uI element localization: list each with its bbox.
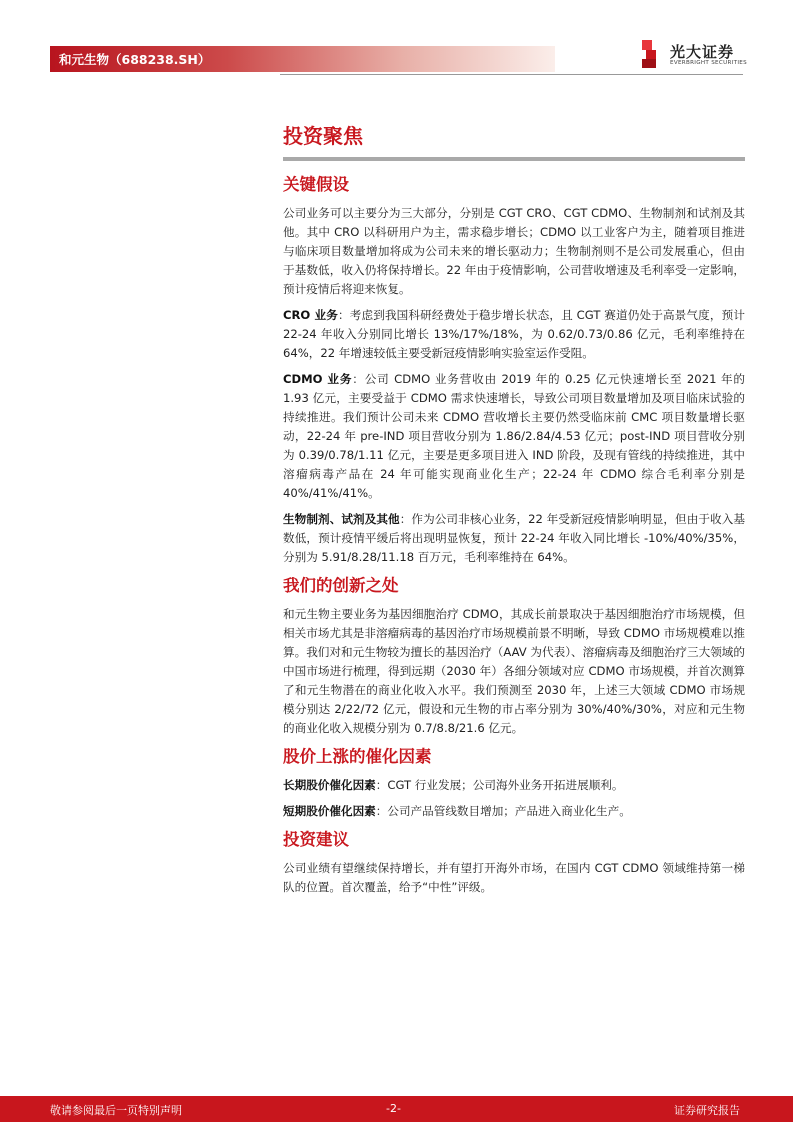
assumptions-cdmo [283, 370, 745, 503]
heading-catalysts: 股价上涨的催化因素 [283, 747, 432, 766]
header-divider [280, 74, 743, 75]
main-content [283, 122, 745, 904]
cro-label: CRO 业务 [283, 308, 338, 322]
catalyst-short-label: 短期股价催化因素 [283, 804, 376, 818]
catalyst-long-label: 长期股价催化因素 [283, 778, 376, 792]
catalyst-long-text: ：CGT 行业发展；公司海外业务开拓进展顺利。 [375, 778, 624, 792]
catalyst-short-text: ：公司产品管线数目增加；产品进入商业化生产。 [375, 804, 631, 818]
assumptions-cro [283, 306, 745, 363]
cdmo-text: ：公司 CDMO 业务营收由 2019 年的 0.25 亿元快速增长至 2021 年的 1.93 亿元，主要受益于 CDMO 需求快速增长，导致公司项目数量增加及项目临床试验的持续推进。我们预计公司未来 CDMO 营收增长主要仍然受临床前 CMC 项目数量增长驱动，22-24 年 pre-IND 项目营收分别为 1.86/2.84/4.53 亿元；post-IND 项目营收分别为 0.39/0.78/1.11 亿元，主要是更多项目进入 IND 阶段，及现有管线的持续推进，其中溶瘤病毒产品在 24 年可能实现商业化生产；22-24 年 CDMO 综合毛利率分别是 40%/41%/41%。 [283, 372, 746, 500]
logo-text-en: EVERBRIGHT SECURITIES [670, 60, 747, 66]
footer-report-type: 证券研究报告 [674, 1104, 740, 1117]
heading-investment-advice: 投资建议 [283, 830, 349, 849]
page-number: -2- [386, 1102, 401, 1115]
assumptions-bio [283, 510, 745, 567]
cro-text: ：考虑到我国科研经费处于稳步增长状态，且 CGT 赛道仍处于高景气度，预计 22-24 年收入分别同比增长 13%/17%/18%，为 0.62/0.73/0.86 亿元，毛利率维持在 64%，22 年增速较低主要受新冠疫情影响实验室运作受阻。 [283, 308, 745, 360]
assumptions-intro: 公司业务可以主要分为三大部分，分别是 CGT CRO、CGT CDMO、生物制剂和试剂及其他。其中 CRO 以科研用户为主，需求稳步增长；CDMO 以工业客户为主，随着项目推进与临床项目数量增加将成为公司未来的增长驱动力；生物制剂则不是公司发展重心，但由于基数低，收入仍将保持增长。22 年由于疫情影响，公司营收增速及毛利率受一定影响，预计疫情后将迎来恢复。 [283, 206, 745, 296]
header-company-bar [50, 46, 555, 72]
footer-bar [0, 1096, 793, 1122]
catalyst-short [283, 802, 745, 821]
advice-text: 公司业绩有望继续保持增长，并有望打开海外市场，在国内 CGT CDMO 领域维持第一梯队的位置。首次覆盖，给予“中性”评级。 [283, 861, 745, 894]
innovation-text: 和元生物主要业务为基因细胞治疗 CDMO，其成长前景取决于基因细胞治疗市场规模，但相关市场尤其是非溶瘤病毒的基因治疗市场规模前景不明晰，导致 CDMO 市场规模难以推算。我们对和元生物较为擅长的基因治疗（AAV 为代表）、溶瘤病毒及细胞治疗三大领域的中国市场进行梳理，得到远期（2030 年）各细分领域对应 CDMO 市场规模，并首次测算了和元生物潜在的商业化收入水平。我们预测至 2030 年，上述三大领域 CDMO 市场规模分别达 2/22/72 亿元，假设和元生物的市占率分别为 30%/40%/30%，对应和元生物的商业化收入规模分别为 0.7/8.8/21.6 亿元。 [283, 607, 745, 735]
title-rule [283, 157, 745, 161]
bio-label: 生物制剂、试剂及其他 [283, 512, 400, 526]
bio-text: ：作为公司非核心业务，22 年受新冠疫情影响明显，但由于收入基数低，预计疫情平缓后将出现明显恢复，预计 22-24 年收入同比增长 -10%/40%/35%，分别为 5.91/8.28/11.18 百万元，毛利率维持在 64%。 [283, 512, 745, 564]
page-title: 投资聚焦 [283, 124, 363, 148]
company-name: 和元生物（688238.SH） [59, 52, 211, 67]
catalyst-long [283, 776, 745, 795]
heading-key-assumptions: 关键假设 [283, 175, 349, 194]
footer-disclaimer-link[interactable]: 敬请参阅最后一页特别声明 [50, 1104, 182, 1117]
everbright-logo [640, 38, 760, 72]
heading-innovation: 我们的创新之处 [283, 576, 399, 595]
cdmo-label: CDMO 业务 [283, 372, 353, 386]
everbright-logo-icon [640, 40, 660, 68]
logo-text-cn: 光大证券 [670, 43, 735, 61]
